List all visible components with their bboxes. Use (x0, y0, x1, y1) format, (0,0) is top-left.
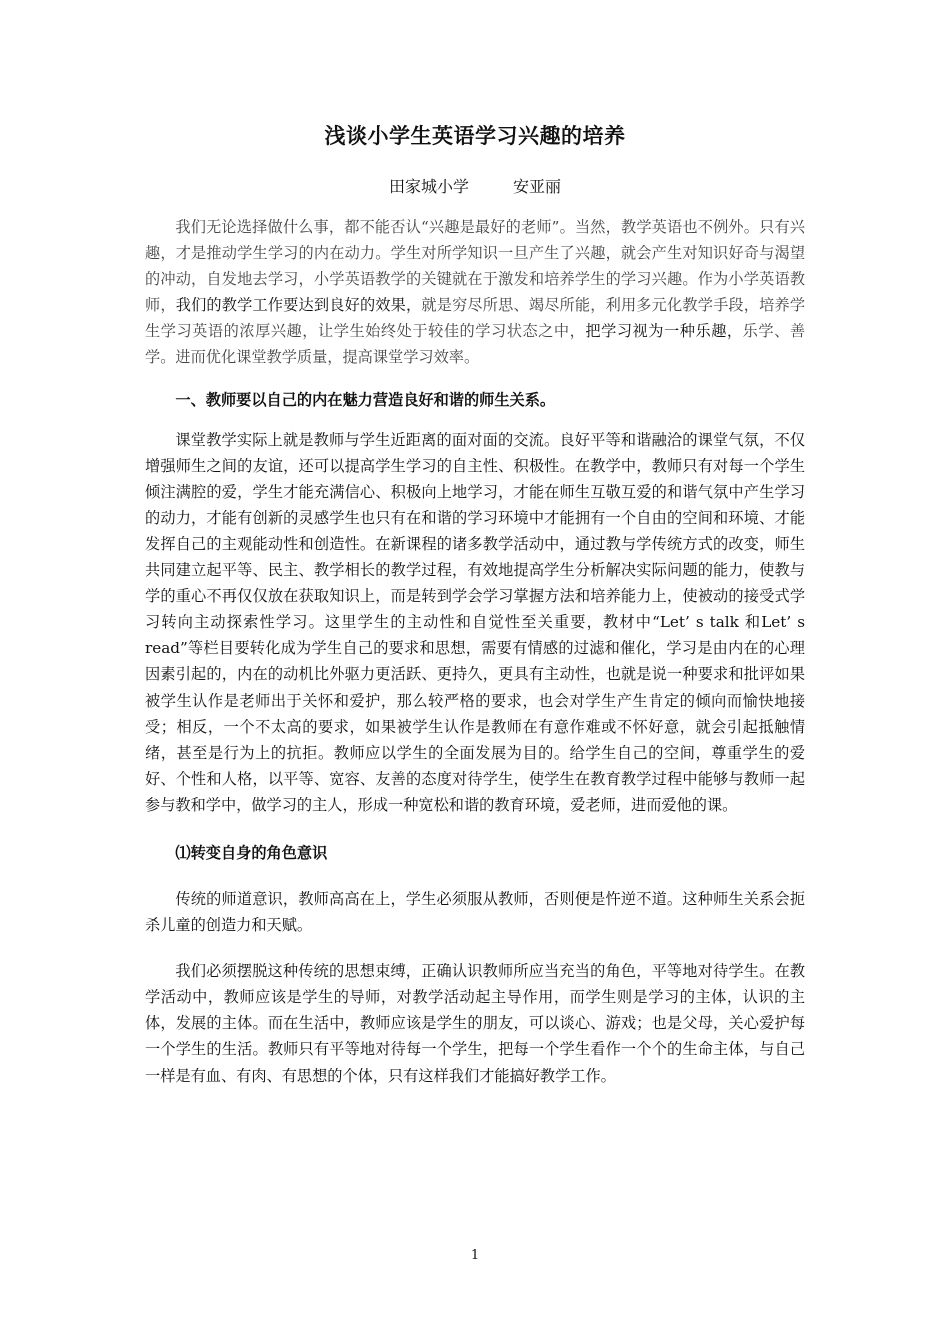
intro-text-1: 我们无论选择做什么事，都不能否认“兴趣是最好的老师”。当然，教学英语也不例外。只有兴趣，才是推动学生学习的内在动力。学生对所学知识一旦产生了兴趣，就会产生对知识好奇与渴望的冲动，自发地去学习，小学英语教学的关键就在于激发和培养学生的学习兴趣。作为小学英语教师， (145, 218, 805, 315)
author-name: 安亚丽 (513, 177, 562, 196)
intro-paragraph (145, 214, 805, 371)
section-heading-1: 一、教师要以自己的内在魅力营造良好和谐的师生关系。 (175, 390, 556, 409)
subsection-paragraph-2: 我们必须摆脱这种传统的思想束缚，正确认识教师所应当充当的角色，平等地对待学生。在教学活动中，教师应该是学生的导师，对教学活动起主导作用，而学生则是学习的主体，认识的主体，发展的主体。而在生活中，教师应该是学生的朋友，可以谈心、游戏；也是父母，关心爱护每一个学生的生活。教师只有平等地对待每一个学生，把每一个学生看作一个个的生命主体，与自己一样是有血、有肉、有思想的个体，只有这样我们才能搞好教学工作。 (145, 962, 805, 1085)
intro-text-3: 乐学、善学。进而优化课堂教学质量，提高课堂学习效率。 (145, 322, 806, 367)
subsection-heading-1: ⑴转变自身的角色意识 (175, 843, 328, 862)
intro-text-2: 就是穷尽所思、竭尽所能，利用多元化教学手段，培养学生学习英语的浓厚兴趣，让学生始终处于较佳的学习状态之中， (145, 296, 806, 341)
intro-emphasis-2: 把学习视为一种乐趣， (585, 322, 743, 341)
school-name: 田家城小学 (388, 177, 469, 196)
intro-emphasis-1: 我们的教学工作要达到良好的效果， (175, 296, 422, 315)
section-paragraph-1: 课堂教学实际上就是教师与学生近距离的面对面的交流。良好平等和谐融洽的课堂气氛，不仅增强师生之间的友谊，还可以提高学生学习的自主性、积极性。在教学中，教师只有对每一个学生倾注满腔的爱，学生才能充满信心、积极向上地学习，才能在师生互敬互爱的和谐气氛中产生学习的动力，才能有创新的灵感学生也只有在和谐的学习环境中才能拥有一个自由的空间和环境、才能发挥自己的主观能动性和创造性。在新课程的诸多教学活动中，通过教与学传统方式的改变，师生共同建立起平等、民主、教学相长的教学过程，有效地提高学生分析解决实际问题的能力，使教与学的重心不再仅仅放在获取知识上，而是转到学会学习掌握方法和培养能力上，使被动的接受式学习转向主动探索性学习。这里学生的主动性和自觉性至关重要，教材中“Let’ s talk 和Let’ s read”等栏目要转化成为学生自己的要求和思想，需要有情感的过滤和催化，学习是由内在的心理因素引起的，内在的动机比外驱力更活跃、更持久，更具有主动性，也就是说一种要求和批评如果被学生认作是老师出于关怀和爱护，那么较严格的要求，也会对学生产生肯定的倾向而愉快地接受；相反，一个不太高的要求，如果被学生认作是教师在有意作难或不怀好意，就会引起抵触情绪，甚至是行为上的抗拒。教师应以学生的全面发展为目的。给学生自己的空间，尊重学生的爱好、个性和人格，以平等、宽容、友善的态度对待学生，使学生在教育教学过程中能够与教师一起参与教和学中，做学习的主人，形成一种宽松和谐的教育环境，爱老师，进而爱他的课。 (145, 430, 805, 814)
document-body (145, 214, 805, 1089)
subsection-paragraph-1: 传统的师道意识，教师高高在上，学生必须服从教师，否则便是忤逆不道。这种师生关系会扼杀儿童的创造力和天赋。 (145, 889, 805, 935)
author-line (0, 174, 950, 197)
document-title: 浅谈小学生英语学习兴趣的培养 (324, 124, 626, 148)
page-number: 1 (470, 1248, 480, 1263)
